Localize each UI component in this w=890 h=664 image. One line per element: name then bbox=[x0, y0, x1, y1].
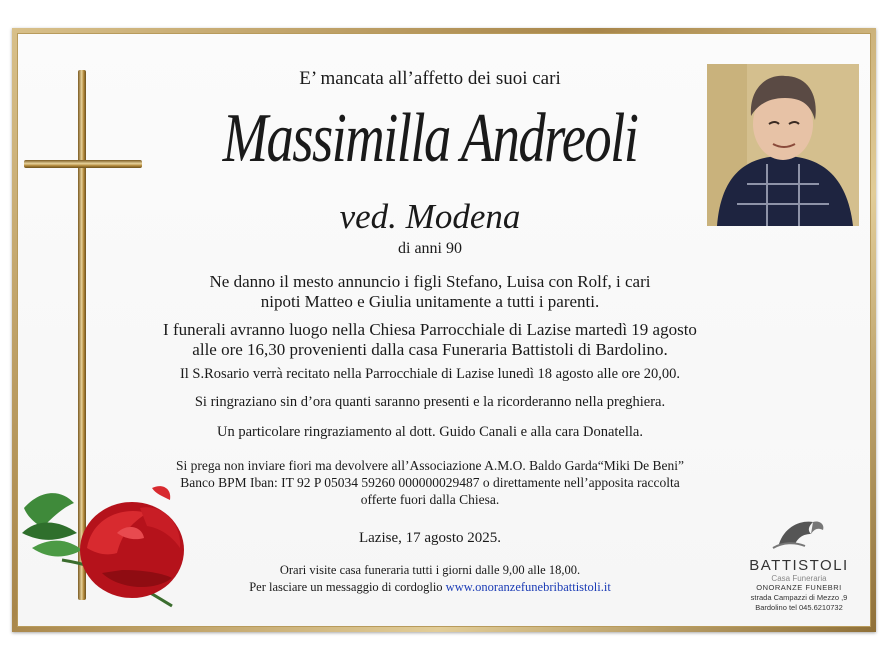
thanks-special: Un particolare ringraziamento al dott. Guido Canali e alla cara Donatella. bbox=[217, 424, 643, 440]
thanks-all: Si ringraziano sin d’ora quanti saranno presenti e la ricorderanno nella preghiera. bbox=[194, 394, 666, 410]
condolence-link[interactable]: www.onoranzefunebribattistoli.it bbox=[445, 580, 611, 594]
funeral-line: I funerali avranno luogo nella Chiesa Parrocchiale di Lazise martedì 19 agosto bbox=[163, 320, 697, 339]
place-date: Lazise, 17 agosto 2025. bbox=[358, 530, 502, 546]
cross-bar bbox=[24, 160, 142, 168]
condolence-line bbox=[140, 579, 720, 596]
donation-info bbox=[140, 457, 720, 508]
visit-hours: Orari visite casa funeraria tutti i giorni dalle 9,00 alle 18,00. bbox=[279, 563, 581, 577]
announcement-line: nipoti Matteo e Giulia unitamente a tutti i parenti. bbox=[260, 292, 600, 311]
widow-of: ved. Modena bbox=[339, 197, 521, 236]
donation-line: Si prega non inviare fiori ma devolvere all’Associazione A.M.O. Baldo Garda“Miki De Beni” bbox=[176, 458, 684, 473]
announcement-line: Ne danno il mesto annuncio i figli Stefano, Luisa con Rolf, i cari bbox=[209, 272, 651, 291]
announcement bbox=[140, 272, 720, 312]
condolence-text: Per lasciare un messaggio di cordoglio bbox=[249, 580, 443, 594]
deceased-name: Massimilla Andreoli bbox=[222, 100, 638, 177]
donation-line: Banco BPM Iban: IT 92 P 05034 59260 000000029487 o direttamente nell’apposita raccolta bbox=[180, 475, 680, 490]
visit-info bbox=[140, 562, 720, 596]
age: di anni 90 bbox=[398, 240, 462, 257]
logo-address: strada Campazzi di Mezzo ,9 bbox=[750, 593, 848, 602]
intro-text: E’ mancata all’affetto dei suoi cari bbox=[299, 68, 561, 89]
logo-phone: Bardolino tel 045.6210732 bbox=[755, 603, 843, 612]
logo-brand: BATTISTOLI bbox=[749, 557, 849, 574]
funeral-home-logo bbox=[744, 514, 854, 613]
logo-service: ONORANZE FUNEBRI bbox=[756, 583, 842, 592]
donation-line: offerte fuori dalla Chiesa. bbox=[360, 492, 500, 507]
funeral-line: alle ore 16,30 provenienti dalla casa Funeraria Battistoli di Bardolino. bbox=[192, 340, 668, 359]
rosary-info: Il S.Rosario verrà recitato nella Parrocchiale di Lazise lunedì 18 agosto alle ore 20,00. bbox=[179, 366, 681, 382]
horse-logo-icon bbox=[769, 514, 829, 550]
logo-subtitle: Casa Funeraria bbox=[771, 574, 827, 583]
funeral-info bbox=[140, 320, 720, 360]
portrait-photo bbox=[707, 64, 859, 226]
